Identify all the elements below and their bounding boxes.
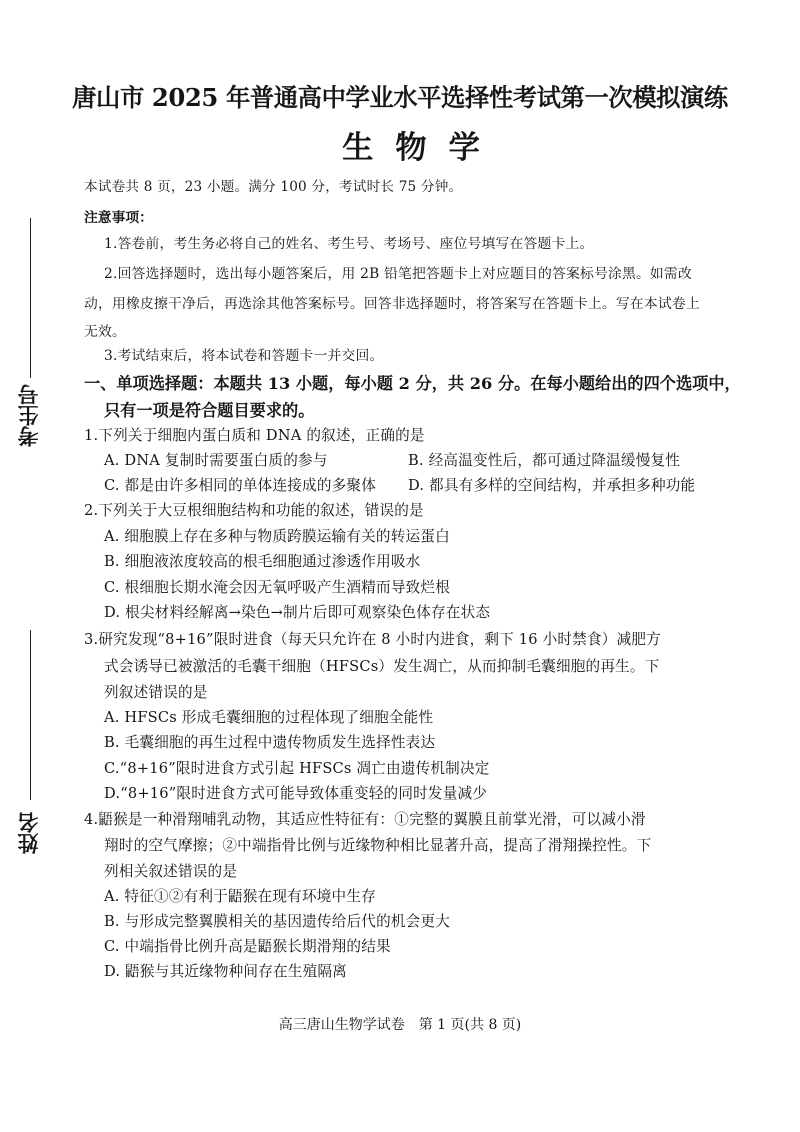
name-label: 姓名 — [16, 812, 41, 854]
q4-stem-line-3: 列相关叙述错误的是 — [104, 863, 238, 880]
note-3: 3.考试结束后，将本试卷和答题卡一并交回。 — [104, 348, 384, 364]
exam-number-underline — [30, 218, 31, 378]
section-1-heading: 一、单项选择题：本题共 13 小题，每小题 2 分，共 26 分。在每小题给出的四个选项中， — [84, 374, 741, 393]
exam-intro: 本试卷共 8 页，23 小题。满分 100 分，考试时长 75 分钟。 — [84, 179, 463, 195]
q3-option-a: A. HFSCs 形成毛囊细胞的过程体现了细胞全能性 — [104, 709, 434, 726]
q4-stem-line-1: 4.鼯猴是一种滑翔哺乳动物，其适应性特征有：①完整的翼膜且前掌光滑，可以减小滑 — [84, 811, 646, 828]
q3-option-b: B. 毛囊细胞的再生过程中遗传物质发生选择性表达 — [104, 734, 436, 751]
q4-option-a: A. 特征①②有利于鼯猴在现有环境中生存 — [104, 888, 376, 905]
q2-option-c: C. 根细胞长期水淹会因无氧呼吸产生酒精而导致烂根 — [104, 579, 450, 596]
exam-title: 唐山市 2025 年普通高中学业水平选择性考试第一次模拟演练 — [72, 83, 728, 112]
q4-option-d: D. 鼯猴与其近缘物种间存在生殖隔离 — [104, 963, 347, 980]
q4-stem-line-2: 翔时的空气摩擦；②中端指骨比例与近缘物种相比显著升高，提高了滑翔操控性。下 — [104, 837, 652, 854]
page-footer: 高三唐山生物学试卷 第 1 页(共 8 页) — [278, 1017, 522, 1033]
note-2-line-1: 2.回答选择题时，选出每小题答案后，用 2B 铅笔把答题卡上对应题目的答案标号涂黑。如需改 — [104, 266, 692, 282]
exam-number-label: 考生号 — [16, 384, 41, 448]
q2-stem: 2.下列关于大豆根细胞结构和功能的叙述，错误的是 — [84, 502, 424, 519]
subject-title: 生物学 — [342, 130, 502, 166]
q1-stem: 1.下列关于细胞内蛋白质和 DNA 的叙述，正确的是 — [84, 427, 425, 444]
q3-stem-line-3: 列叙述错误的是 — [104, 684, 208, 701]
name-field[interactable] — [14, 630, 48, 860]
q1-option-d: D. 都具有多样的空间结构，并承担多种功能 — [408, 477, 696, 494]
q2-option-d: D. 根尖材料经解离→染色→制片后即可观察染色体存在状态 — [104, 604, 491, 621]
q1-option-a: A. DNA 复制时需要蛋白质的参与 — [104, 452, 328, 469]
q1-option-c: C. 都是由许多相同的单体连接成的多聚体 — [104, 477, 377, 494]
q2-option-b: B. 细胞液浓度较高的根毛细胞通过渗透作用吸水 — [104, 553, 421, 570]
note-2-line-3: 无效。 — [84, 324, 126, 340]
q3-option-c: C.“8+16”限时进食方式引起 HFSCs 凋亡由遗传机制决定 — [104, 760, 490, 777]
section-1-heading-cont: 只有一项是符合题目要求的。 — [104, 401, 315, 420]
q4-option-b: B. 与形成完整翼膜相关的基因遗传给后代的机会更大 — [104, 913, 451, 930]
q3-option-d: D.“8+16”限时进食方式可能导致体重变轻的同时发量减少 — [104, 785, 488, 802]
name-underline — [30, 630, 31, 800]
q1-option-b: B. 经高温变性后，都可通过降温缓慢复性 — [408, 452, 681, 469]
q3-stem-line-1: 3.研究发现“8+16”限时进食（每天只允许在 8 小时内进食，剩下 16 小时禁食）减肥方 — [84, 631, 661, 648]
notes-heading: 注意事项： — [84, 210, 153, 226]
note-1: 1.答卷前，考生务必将自己的姓名、考生号、考场号、座位号填写在答题卡上。 — [104, 236, 594, 252]
note-2-line-2: 动，用橡皮擦干净后，再选涂其他答案标号。回答非选择题时，将答案写在答题卡上。写在本试卷上 — [84, 296, 700, 312]
q2-option-a: A. 细胞膜上存在多种与物质跨膜运输有关的转运蛋白 — [104, 528, 450, 545]
exam-number-field[interactable] — [14, 218, 48, 448]
q3-stem-line-2: 式会诱导已被激活的毛囊干细胞（HFSCs）发生凋亡，从而抑制毛囊细胞的再生。下 — [104, 658, 660, 675]
q4-option-c: C. 中端指骨比例升高是鼯猴长期滑翔的结果 — [104, 938, 391, 955]
